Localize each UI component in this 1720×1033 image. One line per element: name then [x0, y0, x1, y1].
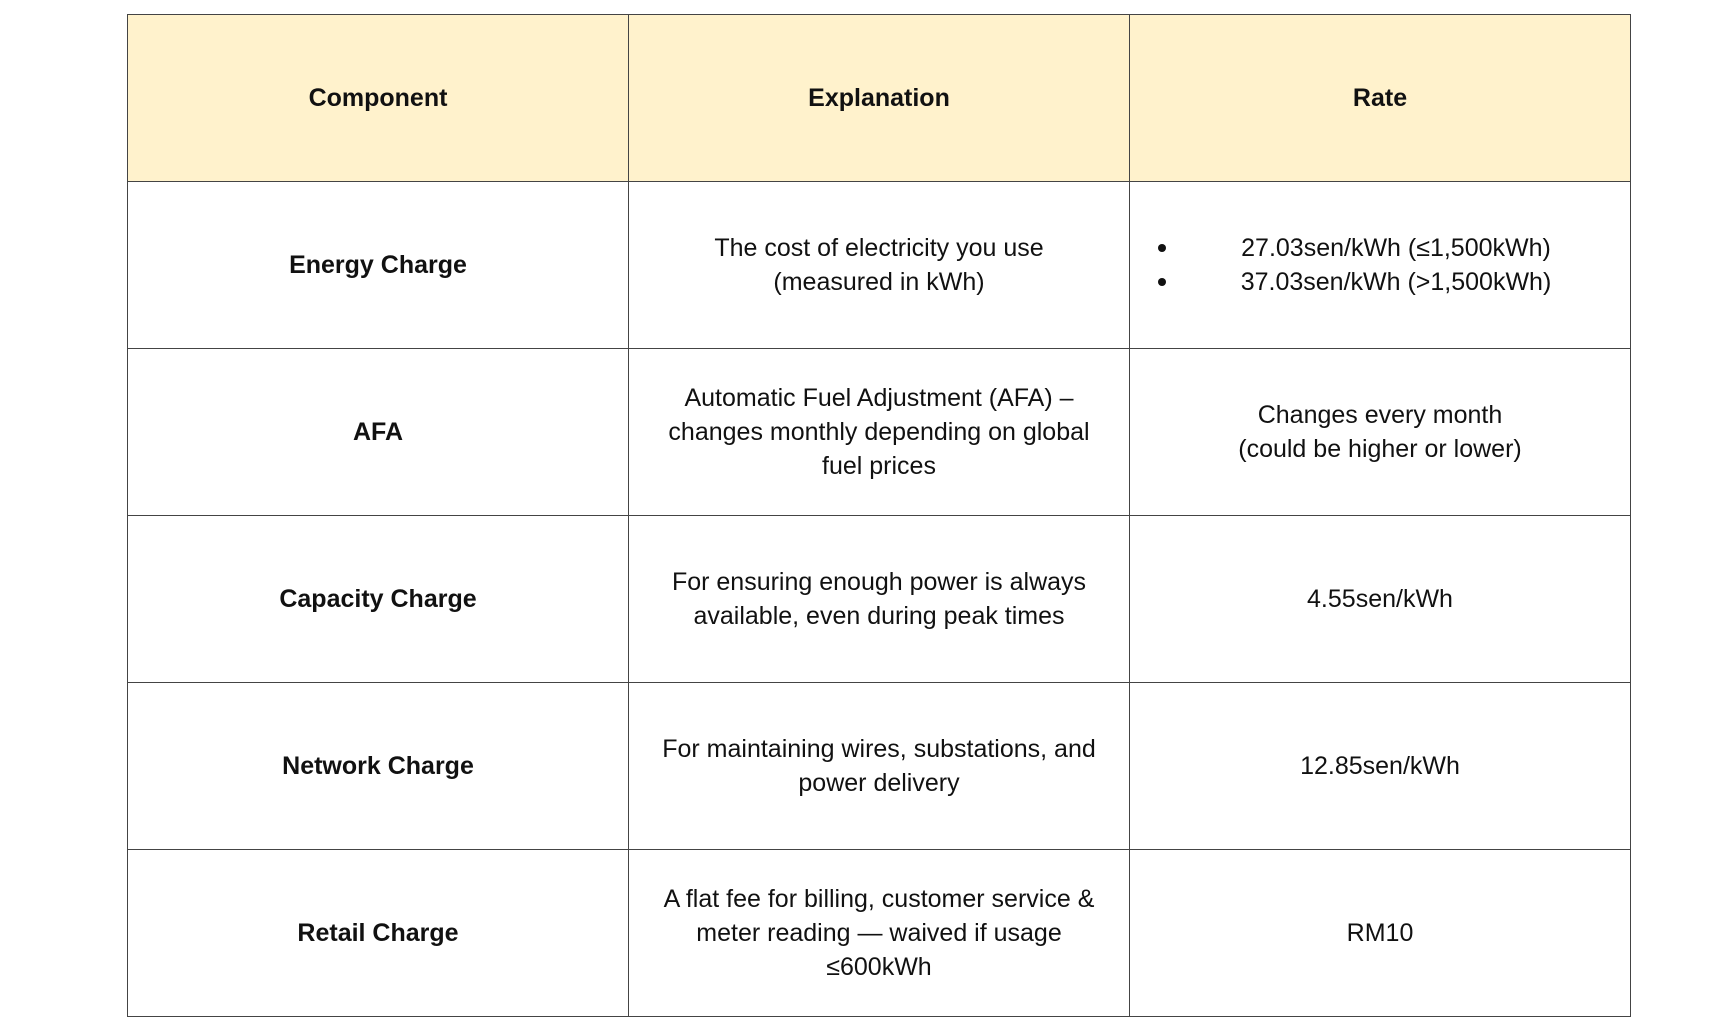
explanation-cell	[629, 349, 1130, 516]
rate-cell	[1130, 182, 1631, 349]
rate-text: 37.03sen/kWh (>1,500kWh)	[1240, 268, 1552, 296]
rate-text: 27.03sen/kWh (≤1,500kWh)	[1241, 234, 1551, 262]
rate-cell	[1130, 349, 1631, 516]
explanation-line: power delivery	[798, 769, 960, 797]
list-item	[1154, 231, 1606, 265]
component-cell: Network Charge	[128, 683, 629, 850]
explanation-line: The cost of electricity you use	[714, 234, 1044, 262]
bullet-icon	[1158, 278, 1166, 286]
rate-text: RM10	[1346, 919, 1414, 947]
rate-cell	[1130, 516, 1631, 683]
explanation-line: changes monthly depending on global	[668, 418, 1090, 446]
list-item	[1154, 265, 1606, 299]
table-row	[128, 349, 1631, 516]
component-cell: Retail Charge	[128, 850, 629, 1017]
explanation-line: available, even during peak times	[693, 602, 1065, 630]
table-row	[128, 683, 1631, 850]
explanation-cell	[629, 516, 1130, 683]
rate-text: 4.55sen/kWh	[1307, 585, 1453, 613]
explanation-line: (measured in kWh)	[773, 268, 985, 296]
explanation-cell	[629, 683, 1130, 850]
component-cell: Capacity Charge	[128, 516, 629, 683]
table-row	[128, 182, 1631, 349]
table-row	[128, 516, 1631, 683]
component-cell: AFA	[128, 349, 629, 516]
rate-text: (could be higher or lower)	[1238, 435, 1522, 463]
rate-text: Changes every month	[1257, 401, 1503, 429]
table-row	[128, 850, 1631, 1017]
table-header-row	[128, 15, 1631, 182]
explanation-line: A flat fee for billing, customer service &	[663, 885, 1095, 913]
explanation-line: For maintaining wires, substations, and	[662, 735, 1096, 763]
rate-text: 12.85sen/kWh	[1300, 752, 1460, 780]
explanation-line: Automatic Fuel Adjustment (AFA) –	[684, 384, 1074, 412]
tariff-table	[127, 14, 1631, 1017]
rate-cell	[1130, 850, 1631, 1017]
header-component: Component	[128, 15, 629, 182]
explanation-cell	[629, 850, 1130, 1017]
explanation-line: meter reading — waived if usage	[696, 919, 1062, 947]
explanation-cell	[629, 182, 1130, 349]
rate-cell	[1130, 683, 1631, 850]
header-rate: Rate	[1130, 15, 1631, 182]
rate-bullet-list	[1154, 231, 1606, 299]
bullet-icon	[1158, 244, 1166, 252]
component-cell: Energy Charge	[128, 182, 629, 349]
header-explanation: Explanation	[629, 15, 1130, 182]
explanation-line: ≤600kWh	[826, 953, 932, 981]
explanation-line: fuel prices	[822, 452, 936, 480]
explanation-line: For ensuring enough power is always	[671, 568, 1087, 596]
